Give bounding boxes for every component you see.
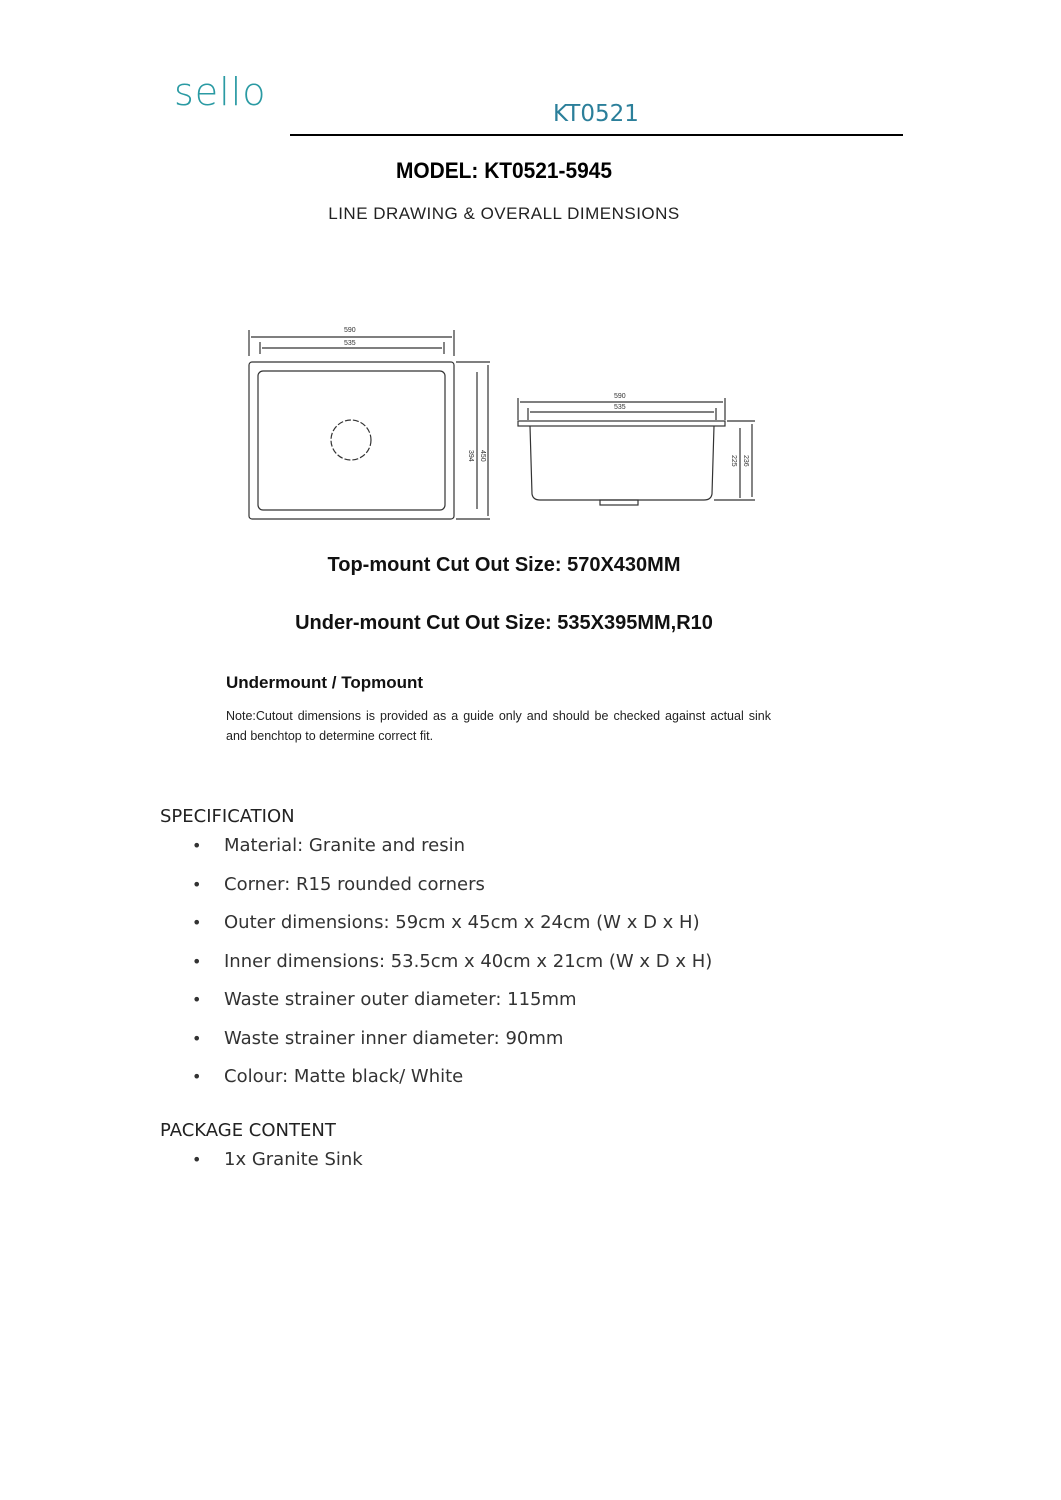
- package-item: • 1x Granite Sink: [192, 1148, 363, 1187]
- package-content-title: PACKAGE CONTENT: [160, 1120, 336, 1141]
- line-drawing: [240, 320, 770, 530]
- specification-list: [192, 834, 712, 1104]
- mount-type-title: Undermount / Topmount: [226, 673, 424, 692]
- header-product-code: KT0521: [553, 101, 639, 127]
- top-inner-depth-label: 394: [467, 450, 474, 462]
- top-inner-width-label: 535: [344, 340, 356, 347]
- spec-item-colour: • Colour: Matte black/ White: [192, 1065, 712, 1104]
- side-outer-height-label: 236: [742, 455, 749, 467]
- spec-item-strainer-inner: • Waste strainer inner diameter: 90mm: [192, 1027, 712, 1066]
- spec-item-strainer-outer: • Waste strainer outer diameter: 115mm: [192, 988, 712, 1027]
- undermount-cutout-size: Under-mount Cut Out Size: 535X395MM,R10: [295, 612, 713, 634]
- top-outer-width-label: 590: [344, 327, 356, 334]
- side-inner-height-label: 225: [730, 455, 737, 467]
- header-divider: [290, 134, 903, 136]
- spec-item-inner-dimensions: • Inner dimensions: 53.5cm x 40cm x 21cm (W x D x H): [192, 950, 712, 989]
- model-title: MODEL: KT0521-5945: [395, 158, 613, 183]
- package-content-list: [192, 1148, 363, 1187]
- side-outer-width-label: 590: [614, 393, 626, 400]
- spec-item-material: • Material: Granite and resin: [192, 834, 712, 873]
- brand-logo: sello: [174, 70, 267, 114]
- spec-item-outer-dimensions: • Outer dimensions: 59cm x 45cm x 24cm (W x D x H): [192, 911, 712, 950]
- top-outer-depth-label: 450: [479, 450, 486, 462]
- specification-title: SPECIFICATION: [160, 806, 295, 827]
- side-inner-width-label: 535: [614, 404, 626, 411]
- drawing-subtitle: LINE DRAWING & OVERALL DIMENSIONS: [328, 204, 680, 223]
- spec-item-corner: • Corner: R15 rounded corners: [192, 873, 712, 912]
- topmount-cutout-size: Top-mount Cut Out Size: 570X430MM: [327, 554, 681, 576]
- cutout-note: Note:Cutout dimensions is provided as a guide only and should be checked against actual sink and benchtop to determine correct fit.: [226, 709, 771, 743]
